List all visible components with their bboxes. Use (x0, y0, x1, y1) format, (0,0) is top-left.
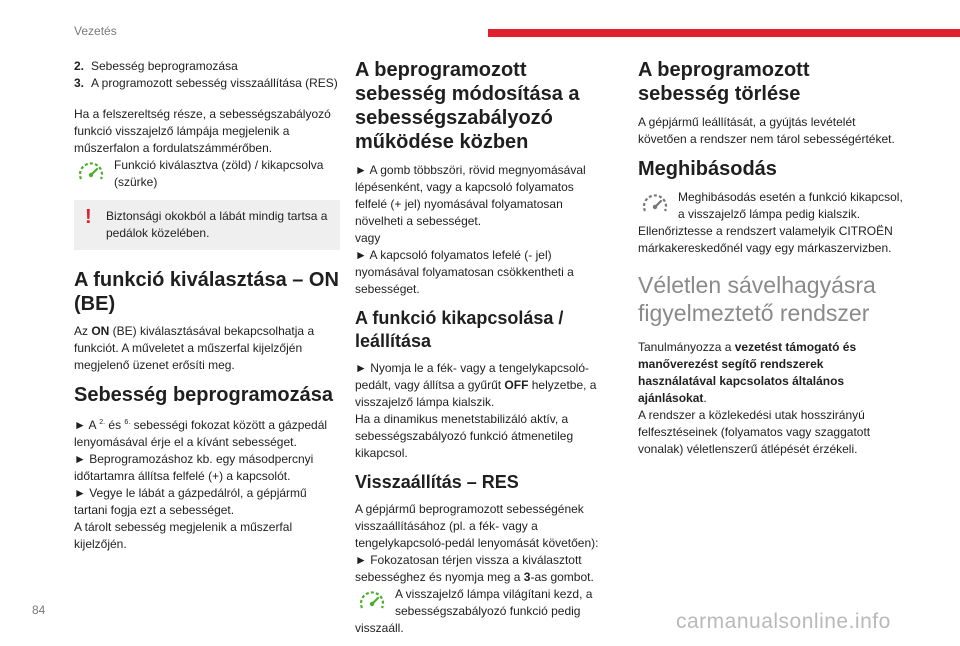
resume-step-1: ► Fokozatosan térjen vissza a kiválasztott sebességhez és nyomja meg a 3-as gombot. (355, 553, 594, 584)
resume-intro: A gépjármű beprogramozott sebességének visszaállításához (pl. a fék- vagy a tengelykapcsoló-pedál lenyomását követően): (355, 502, 599, 550)
modify-step-1: ► A gomb többszöri, rövid megnyomásával lépésenként, vagy a kapcsoló folyamatos felfelé (+ jel) nyomásával folyamatosan növelheti a sebességet. (355, 163, 586, 228)
column-1 (74, 58, 340, 553)
heading-function-on: A funkció kiválasztása – ON (BE) (74, 269, 339, 315)
off-step-1: ► Nyomja le a fék- vagy a tengelykapcsoló-pedált, vagy állítsa a gyűrűt OFF helyzetbe, a visszajelző lámpa kialszik. (355, 361, 597, 409)
section-title: Vezetés (74, 24, 117, 38)
heading-lane-departure: Véletlen sávelhagyásra figyelmeztető rendszer (638, 272, 876, 326)
heading-fault: Meghibásodás (638, 158, 777, 180)
header-accent-bar (488, 29, 960, 37)
column-2 (355, 58, 601, 646)
resume-indicator-row: A visszajelző lámpa világítani kezd, a sebességszabályozó funkció pedig visszaáll. (355, 587, 593, 635)
speedometer-icon (638, 190, 672, 220)
watermark: carmanualsonline.info (676, 610, 891, 633)
column-3 (638, 58, 904, 467)
programming-step-2: ► Beprogramozáshoz kb. egy másodpercnyi időtartamra állítsa felfelé (+) a kapcsolót. (74, 452, 314, 483)
heading-delete-speed: A beprogramozott sebesség törlése (638, 59, 810, 105)
heading-modify-speed: A beprogramozott sebesség módosítása a sebességszabályozó működése közben (355, 59, 580, 153)
programming-step-1: ► A $^{2.}$ és $^{6.}$ sebességi fokozat között a gázpedál lenyomásával érje el a kívánt sebességet. (74, 418, 328, 449)
heading-resume: Visszaállítás – RES (355, 472, 519, 492)
lane-paragraph-1: Tanulmányozza a vezetést támogató és manőverezést segítő rendszerek használatával kapcsolatos általános ajánlásokat. (638, 340, 857, 405)
safety-warning: ! Biztonsági okokból a lábát mindig tartsa a pedálok közelében. (74, 200, 340, 250)
programming-step-3: ► Vegye le lábát a gázpedálról, a gépjármű tartani fogja ezt a sebességet. (74, 486, 307, 517)
fault-paragraph: Ellenőriztesse a rendszert valamelyik CITROËN márkakereskedőnél vagy egy márkaszervizben. (638, 224, 893, 255)
list-item: 3. A programozott sebesség visszaállítása (RES) (74, 76, 338, 90)
off-note: Ha a dinamikus menetstabilizáló aktív, a sebességszabályozó funkció átmenetileg kikapcsol. (355, 412, 574, 460)
exclamation-icon: ! (85, 206, 92, 228)
page-number: 84 (32, 603, 46, 617)
speedometer-icon (74, 158, 108, 188)
numbered-list (74, 58, 340, 92)
modify-step-2: ► A kapcsoló folyamatos lefelé (- jel) nyomásával folyamatosan csökkentheti a sebességet. (355, 248, 574, 296)
programming-note: A tárolt sebesség megjelenik a műszerfal kijelzőjén. (74, 520, 293, 551)
delete-paragraph: A gépjármű leállítását, a gyújtás levételét követően a rendszer nem tárol sebességértéket. (638, 115, 895, 146)
speedometer-icon (355, 587, 389, 617)
list-item: 2. Sebesség beprogramozása (74, 59, 238, 73)
fault-indicator-row: Meghibásodás esetén a funkció kikapcsol, a visszajelző lámpa pedig kialszik. (638, 189, 904, 223)
on-paragraph: Az ON (BE) kiválasztásával bekapcsolhatja a funkciót. A műveletet a műszerfal kijelzőjén megjelenő üzenet erősíti meg. (74, 324, 315, 372)
intro-paragraph: Ha a felszereltség része, a sebességszabályozó funkció visszajelző lámpája megjelenik a műszerfalon a fordulatszámmérőben. (74, 107, 331, 155)
indicator-row: Funkció kiválasztva (zöld) / kikapcsolva (szürke) (74, 157, 340, 191)
heading-speed-programming: Sebesség beprogramozása (74, 384, 333, 406)
modify-or: vagy (355, 231, 381, 245)
lane-paragraph-2: A rendszer a közlekedési utak hosszirányú felfesztéseinek (folyamatos vagy szaggatott vonalak) véletlenszerű átlépését érzékeli. (638, 408, 871, 456)
heading-function-off: A funkció kikapcsolása / leállítása (355, 308, 564, 351)
